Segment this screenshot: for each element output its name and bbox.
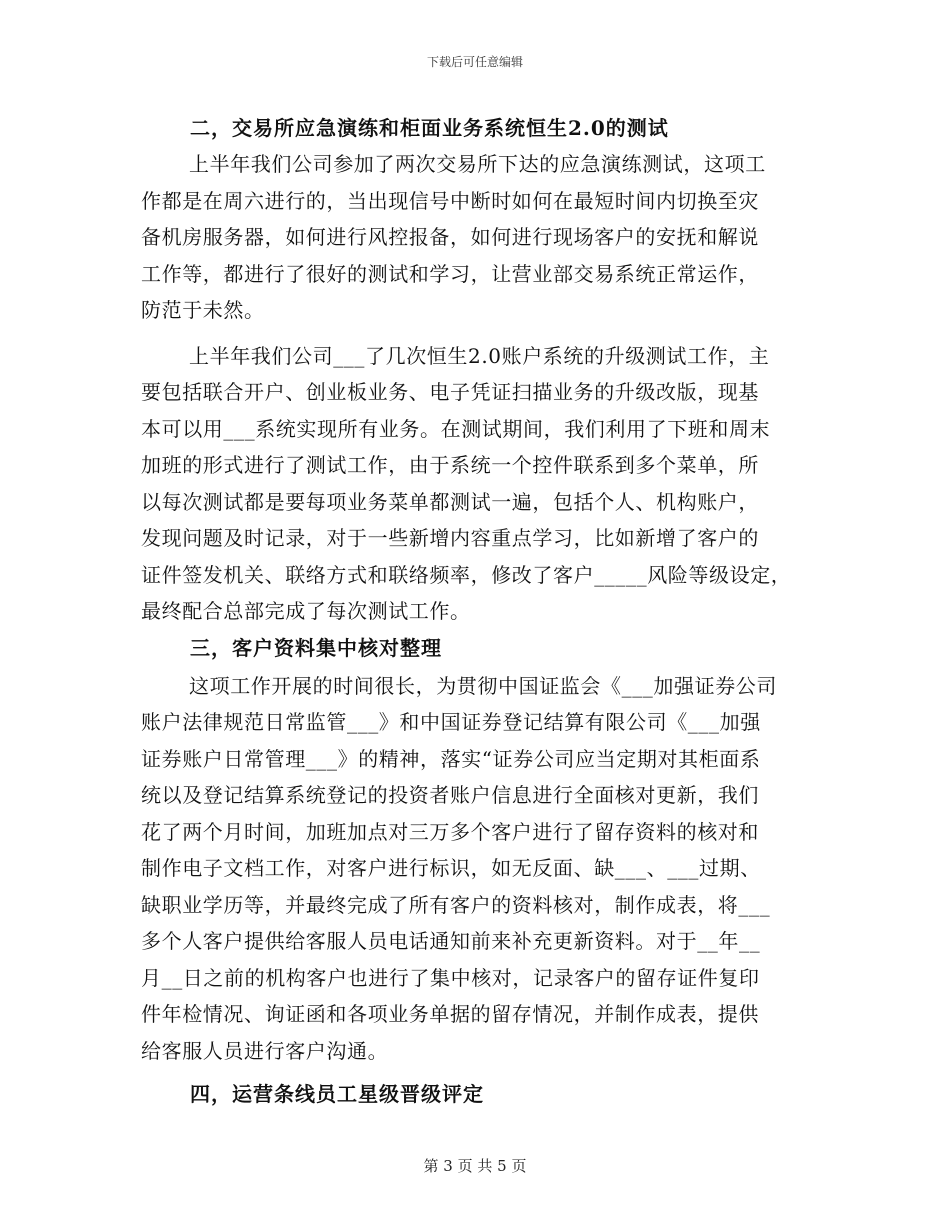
paragraph-line: 缺职业学历等，并最终完成了所有客户的资料核对，制作成表，将___ [141,893,771,917]
paragraph-line: 证券账户日常管理___》的精神，落实“证券公司应当定期对其柜面系 [141,747,761,771]
paragraph-line: 多个人客户提供给客服人员电话通知前来补充更新资料。对于__年__ [141,929,761,953]
paragraph-line: 工作等，都进行了很好的测试和学习，让营业部交易系统正常运作， [141,262,759,286]
paragraph-line: 本可以用___系统实现所有业务。在测试期间，我们利用了下班和周末 [141,417,771,441]
paragraph-line: 件年检情况、询证函和各项业务单据的留存情况，并制作成表，提供 [141,1002,759,1026]
paragraph-line: 防范于未然。 [141,298,265,322]
paragraph-line: 制作电子文档工作，对客户进行标识，如无反面、缺___、___过期、 [141,856,761,880]
paragraph-line: 备机房服务器，如何进行风控报备，如何进行现场客户的安抚和解说 [141,225,759,249]
paragraph-line: 上半年我们公司___了几次恒生2.0账户系统的升级测试工作，主 [189,344,770,368]
paragraph-line: 证件签发机关、联络方式和联络频率，修改了客户_____风险等级设定， [141,563,792,587]
paragraph-line: 以每次测试都是要每项业务菜单都测试一遍，包括个人、机构账户， [141,490,759,514]
paragraph-line: 要包括联合开户、创业板业务、电子凭证扫描业务的升级改版，现基 [141,380,759,404]
paragraph-line: 最终配合总部完成了每次测试工作。 [141,599,471,623]
paragraph-line: 加班的形式进行了测试工作，由于系统一个控件联系到多个菜单，所 [141,453,759,477]
paragraph-line: 这项工作开展的时间很长，为贯彻中国证监会《___加强证券公司 [189,674,777,698]
paragraph-line: 月__日之前的机构客户也进行了集中核对，记录客户的留存证件复印 [141,966,760,990]
paragraph-line: 作都是在周六进行的，当出现信号中断时如何在最短时间内切换至灾 [141,189,759,213]
paragraph-line: 上半年我们公司参加了两次交易所下达的应急演练测试，这项工 [189,152,766,176]
paragraph-line: 发现问题及时记录，对于一些新增内容重点学习，比如新增了客户的 [141,526,759,550]
paragraph-line: 给客服人员进行客户沟通。 [141,1039,389,1063]
page-footer: 第 3 页 共 5 页 [423,1157,527,1175]
section-heading: 二，交易所应急演练和柜面业务系统恒生2.0的测试 [190,116,669,140]
page-header: 下载后可任意编辑 [426,55,523,69]
section-heading: 三，客户资料集中核对整理 [190,636,442,660]
section-heading: 四，运营条线员工星级晋级评定 [190,1082,484,1106]
paragraph-line: 花了两个月时间，加班加点对三万多个客户进行了留存资料的核对和 [141,820,759,844]
paragraph-line: 账户法律规范日常监管___》和中国证券登记结算有限公司《___加强 [141,710,761,734]
paragraph-line: 统以及登记结算系统登记的投资者账户信息进行全面核对更新，我们 [141,783,759,807]
